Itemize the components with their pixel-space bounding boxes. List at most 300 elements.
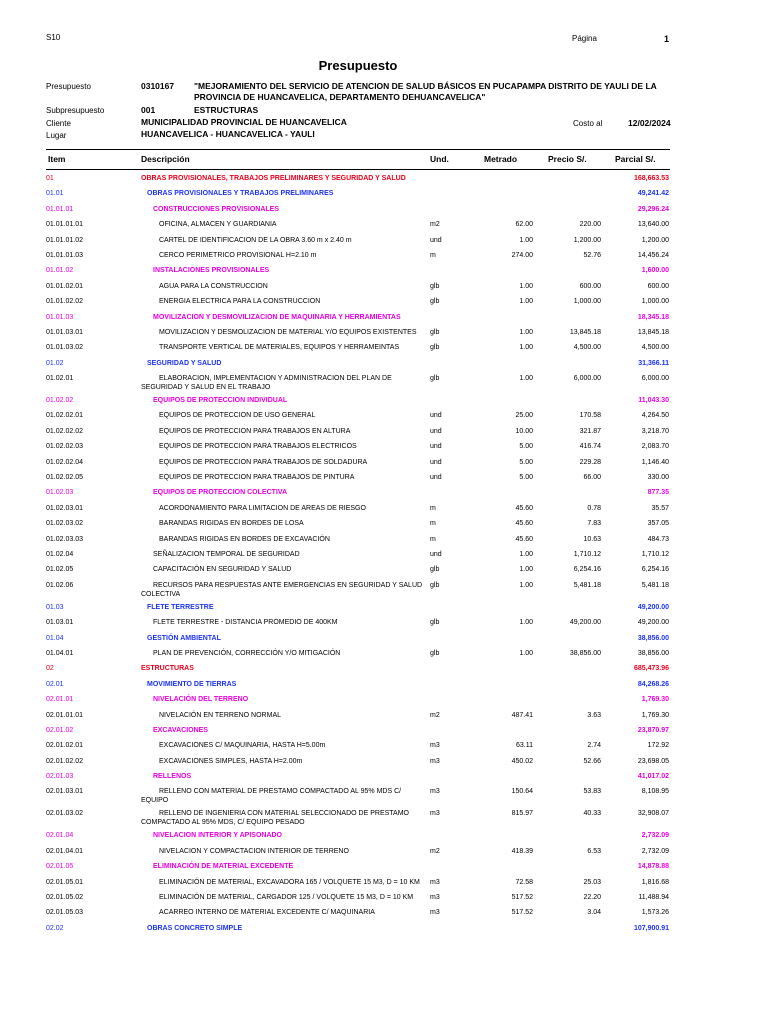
cell-item: 02.01.03: [46, 773, 74, 781]
cell-description: TRANSPORTE VERTICAL DE MATERIALES, EQUIPOS Y HERRAMEINTAS: [159, 344, 400, 352]
table-row: [0, 408, 768, 423]
cell-item: 01.02.03.02: [46, 520, 83, 528]
cell-parcial: 6,254.16: [641, 566, 669, 574]
cell-item: 02.01.03.01: [46, 788, 83, 796]
cell-metrado: 1.00: [519, 619, 533, 627]
cell-item: 01.01: [46, 190, 64, 198]
column-header-descripcion: Descripción: [141, 154, 190, 164]
cell-unit: und: [430, 236, 442, 244]
cell-unit: und: [430, 474, 442, 482]
table-row: [0, 371, 768, 393]
column-header-item: Item: [48, 154, 66, 164]
cell-parcial: 1,146.40: [641, 458, 669, 466]
cell-parcial: 8,108.95: [641, 788, 669, 796]
cell-description: FLETE TERRESTRE - DISTANCIA PROMEDIO DE 400KM: [153, 619, 338, 627]
cell-metrado: 5.00: [519, 458, 533, 466]
cell-unit: m2: [430, 221, 440, 229]
cell-item: 02.02: [46, 924, 64, 932]
table-row: [0, 202, 768, 217]
cell-parcial: 31,366.11: [638, 359, 669, 367]
cell-precio: 170.58: [579, 412, 601, 420]
cell-unit: glb: [430, 282, 440, 290]
cell-parcial: 1,000.00: [641, 298, 669, 306]
cell-metrado: 517.52: [511, 909, 533, 917]
cell-description: CONSTRUCCIONES PROVISIONALES: [153, 205, 280, 213]
cell-precio: 0.78: [587, 504, 601, 512]
cell-item: 01.02.02.02: [46, 427, 83, 435]
cell-description: ELIMINACIÓN DE MATERIAL, EXCAVADORA 165 / VOLQUETE 15 M3, D = 10 KM: [159, 878, 420, 886]
cell-metrado: 1.00: [519, 581, 533, 589]
cell-item: 01.02.04: [46, 550, 74, 558]
cell-unit: glb: [430, 649, 440, 657]
column-header-metrado: Metrado: [484, 154, 518, 164]
cell-unit: m: [430, 251, 436, 259]
cell-item: 01.02.02.04: [46, 458, 83, 466]
cell-parcial: 13,845.18: [637, 328, 669, 336]
cell-parcial: 11,043.30: [638, 397, 669, 405]
cell-unit: glb: [430, 298, 440, 306]
cell-item: 02.01.05.02: [46, 894, 83, 902]
cell-metrado: 25.00: [515, 412, 533, 420]
cell-precio: 7.83: [587, 520, 601, 528]
cell-item: 01.01.01.01: [46, 221, 83, 229]
cell-unit: m3: [430, 788, 440, 796]
table-row: [0, 516, 768, 531]
cell-precio: 52.76: [583, 251, 601, 259]
table-row: [0, 708, 768, 723]
cell-metrado: 815.97: [511, 810, 533, 818]
cell-description: RECURSOS PARA RESPUESTAS ANTE EMERGENCIAS EN SEGURIDAD Y SALUD COLECTIVA: [141, 581, 423, 598]
presupuesto-label: Presupuesto: [46, 82, 91, 91]
cell-item: 01.02.03.01: [46, 504, 83, 512]
table-row: [0, 769, 768, 784]
cell-description: ENERGIA ELECTRICA PARA LA CONSTRUCCION: [159, 298, 321, 306]
cell-parcial: 600.00: [647, 282, 669, 290]
cell-precio: 6.53: [587, 847, 601, 855]
cell-description: RELLENOS: [153, 773, 192, 781]
cell-item: 02: [46, 665, 54, 673]
cell-item: 01.02.02.01: [46, 412, 83, 420]
cell-precio: 600.00: [579, 282, 601, 290]
cell-metrado: 45.60: [515, 535, 533, 543]
table-row: [0, 661, 768, 676]
cell-parcial: 4,264.50: [641, 412, 669, 420]
cell-metrado: 1.00: [519, 298, 533, 306]
cell-description: NIVELACIÓN EN TERRENO NORMAL: [159, 711, 282, 719]
cell-description: BARANDAS RIGIDAS EN BORDES DE LOSA: [159, 520, 304, 528]
cell-parcial: 4,500.00: [641, 344, 669, 352]
cell-parcial: 18,345.18: [637, 313, 669, 321]
cell-metrado: 5.00: [519, 443, 533, 451]
cell-item: 01.03.01: [46, 619, 74, 627]
cell-unit: und: [430, 458, 442, 466]
cell-parcial: 49,200.00: [637, 603, 669, 611]
cell-metrado: 274.00: [511, 251, 533, 259]
cell-item: 01: [46, 175, 54, 182]
cell-metrado: 10.00: [515, 427, 533, 435]
cell-parcial: 84,268.26: [637, 680, 669, 688]
cell-unit: m3: [430, 742, 440, 750]
cell-precio: 53.83: [583, 788, 601, 796]
cell-precio: 1,000.00: [573, 298, 601, 306]
cell-item: 01.01.01: [46, 205, 74, 213]
cell-description: ACARREO INTERNO DE MATERIAL EXCEDENTE C/ MAQUINARIA: [159, 909, 375, 917]
table-row: [0, 754, 768, 769]
cell-description: EQUIPOS DE PROTECCION PARA TRABAJOS EN ALTURA: [159, 427, 351, 435]
table-row: [0, 439, 768, 454]
table-row: [0, 562, 768, 577]
cell-parcial: 1,710.12: [641, 550, 669, 558]
cliente-label: Cliente: [46, 119, 71, 128]
cell-unit: m3: [430, 909, 440, 917]
cell-parcial: 1,600.00: [641, 267, 669, 275]
cell-precio: 66.00: [583, 474, 601, 482]
report-code: S10: [46, 33, 61, 42]
table-row: [0, 171, 768, 186]
costo-date: 12/02/2024: [628, 118, 671, 128]
cell-description: EXCAVACIONES C/ MAQUINARIA, HASTA H=5.00m: [159, 742, 326, 750]
cell-item: 01.01.01.02: [46, 236, 83, 244]
cell-item: 01.01.02.02: [46, 298, 83, 306]
cell-precio: 321.87: [579, 427, 601, 435]
cell-item: 01.04: [46, 634, 64, 642]
cell-parcial: 1,769.30: [641, 696, 669, 704]
cell-unit: glb: [430, 619, 440, 627]
table-row: [0, 217, 768, 232]
table-row: [0, 470, 768, 485]
column-header-precio: Precio S/.: [548, 154, 587, 164]
table-row: [0, 600, 768, 615]
cell-parcial: 6,000.00: [641, 375, 669, 383]
table-row: [0, 393, 768, 408]
presupuesto-description: "MEJORAMIENTO DEL SERVICIO DE ATENCION DE SALUD BÁSICOS EN PUCAPAMPA DISTRITO DE YAULI DE LA PROVINCIA DE HUANCAVELICA, DEPARTAMENTO DEHUANCAVELICA": [194, 81, 657, 102]
table-row: [0, 424, 768, 439]
cell-metrado: 1.00: [519, 566, 533, 574]
cell-parcial: 1,816.68: [641, 878, 669, 886]
cell-unit: und: [430, 550, 442, 558]
table-row: [0, 501, 768, 516]
table-row: [0, 677, 768, 692]
cell-metrado: 150.64: [511, 788, 533, 796]
table-row: [0, 455, 768, 470]
cell-metrado: 1.00: [519, 282, 533, 290]
lugar-label: Lugar: [46, 131, 67, 140]
cell-unit: m3: [430, 810, 440, 818]
subpresupuesto-label: Subpresupuesto: [46, 106, 105, 115]
cell-item: 01.02.02.03: [46, 443, 83, 451]
table-row: [0, 875, 768, 890]
cell-metrado: 62.00: [515, 221, 533, 229]
table-row: [0, 723, 768, 738]
cell-item: 01.02.03: [46, 489, 74, 497]
cell-precio: 1,710.12: [573, 550, 601, 558]
cell-item: 01.04.01: [46, 649, 74, 657]
cell-unit: und: [430, 412, 442, 420]
cell-description: NIVELACIÓN DEL TERRENO: [153, 696, 249, 704]
cell-parcial: 38,856.00: [637, 634, 669, 642]
cell-metrado: 487.41: [511, 711, 533, 719]
table-row: [0, 905, 768, 920]
cell-unit: m2: [430, 847, 440, 855]
cell-description: AGUA PARA LA CONSTRUCCION: [159, 282, 268, 290]
cell-description: EQUIPOS DE PROTECCION COLECTIVA: [153, 489, 288, 497]
subpresupuesto-code: 001: [141, 105, 156, 115]
cell-parcial: 2,732.09: [641, 847, 669, 855]
cell-metrado: 1.00: [519, 375, 533, 383]
cell-parcial: 49,200.00: [637, 619, 669, 627]
cell-unit: m3: [430, 894, 440, 902]
cell-unit: glb: [430, 581, 440, 589]
cell-parcial: 13,640.00: [637, 221, 669, 229]
cell-precio: 6,000.00: [573, 375, 601, 383]
cell-item: 01.01.03.02: [46, 344, 83, 352]
cell-item: 02.01.02: [46, 726, 74, 734]
cell-item: 02.01.05: [46, 863, 74, 871]
cell-precio: 3.04: [587, 909, 601, 917]
cell-precio: 13,845.18: [569, 328, 601, 336]
cell-item: 01.02.03.03: [46, 535, 83, 543]
cell-parcial: 877.35: [647, 489, 669, 497]
cell-metrado: 1.00: [519, 344, 533, 352]
cell-precio: 1,200.00: [573, 236, 601, 244]
cell-parcial: 41,017.02: [637, 773, 669, 781]
table-row: [0, 233, 768, 248]
table-row: [0, 325, 768, 340]
table-row: [0, 547, 768, 562]
cell-description: ELABORACION, IMPLEMENTACION Y ADMINISTRACION DEL PLAN DE SEGURIDAD Y SALUD EN EL TRABAJO: [141, 375, 392, 392]
cell-description: MOVILIZACION Y DESMOLIZACION DE MATERIAL Y/O EQUIPOS EXISTENTES: [159, 328, 417, 336]
column-header-und: Und.: [430, 154, 449, 164]
table-row: [0, 844, 768, 859]
table-row: [0, 263, 768, 278]
cell-item: 02.01.04.01: [46, 847, 83, 855]
table-row: [0, 578, 768, 600]
cell-description: EQUIPOS DE PROTECCION PARA TRABAJOS ELECTRICOS: [159, 443, 357, 451]
cell-parcial: 168,663.53: [633, 175, 669, 182]
cell-description: NIVELACION Y COMPACTACION INTERIOR DE TERRENO: [159, 847, 349, 855]
cell-parcial: 484.73: [647, 535, 669, 543]
table-row: [0, 631, 768, 646]
cell-item: 01.02.05: [46, 566, 74, 574]
cell-item: 02.01.02.02: [46, 757, 83, 765]
table-row: [0, 859, 768, 874]
cell-item: 01.01.01.03: [46, 251, 83, 259]
cell-description: EQUIPOS DE PROTECCION PARA TRABAJOS DE SOLDADURA: [159, 458, 368, 466]
cell-precio: 6,254.16: [573, 566, 601, 574]
cell-description: OBRAS PROVISIONALES Y TRABAJOS PRELIMINARES: [147, 190, 334, 198]
cell-description: INSTALACIONES PROVISIONALES: [153, 267, 270, 275]
cell-item: 01.02: [46, 359, 64, 367]
cell-description: OBRAS CONCRETO SIMPLE: [147, 924, 243, 932]
cell-precio: 25.03: [583, 878, 601, 886]
table-row: [0, 310, 768, 325]
cell-item: 02.01.03.02: [46, 810, 83, 818]
table-header: [46, 149, 670, 170]
cell-description: PLAN DE PREVENCIÓN, CORRECCIÓN Y/O MITIGACIÓN: [153, 649, 341, 657]
cell-parcial: 2,083.70: [641, 443, 669, 451]
cell-parcial: 29,296.24: [637, 205, 669, 213]
cell-metrado: 1.00: [519, 236, 533, 244]
cell-description: ESTRUCTURAS: [141, 665, 194, 673]
cell-description: CARTEL DE IDENTIFICACION DE LA OBRA 3.60 m x 2.40 m: [159, 236, 352, 244]
cell-precio: 40.33: [583, 810, 601, 818]
cell-item: 02.01.02.01: [46, 742, 83, 750]
cell-description: EXCAVACIONES: [153, 726, 208, 734]
cell-parcial: 49,241.42: [637, 190, 669, 198]
cell-parcial: 23,698.05: [637, 757, 669, 765]
cell-description: CAPACITACIÓN EN SEGURIDAD Y SALUD: [153, 566, 292, 574]
cell-metrado: 45.60: [515, 504, 533, 512]
cell-parcial: 1,200.00: [641, 236, 669, 244]
column-header-parcial: Parcial S/.: [615, 154, 656, 164]
cell-description: RELLENO CON MATERIAL DE PRESTAMO COMPACTADO AL 95% MDS C/ EQUIPO: [141, 788, 402, 805]
cell-parcial: 14,878.88: [637, 863, 669, 871]
cell-parcial: 11,488.94: [638, 894, 669, 902]
cell-unit: m2: [430, 711, 440, 719]
cell-item: 01.01.02: [46, 267, 74, 275]
table-row: [0, 294, 768, 309]
cell-item: 01.02.01: [46, 375, 74, 383]
cell-metrado: 1.00: [519, 649, 533, 657]
cell-parcial: 38,856.00: [637, 649, 669, 657]
cell-item: 01.02.02.05: [46, 474, 83, 482]
cell-precio: 5,481.18: [573, 581, 601, 589]
cell-precio: 2.74: [587, 742, 601, 750]
cell-description: MOVILIZACION Y DESMOVILIZACION DE MAQUINARIA Y HERRAMIENTAS: [153, 313, 401, 321]
lugar-value: HUANCAVELICA - HUANCAVELICA - YAULI: [141, 129, 315, 139]
cell-parcial: 357.05: [647, 520, 669, 528]
cell-item: 02.01.01.01: [46, 711, 83, 719]
cell-unit: glb: [430, 375, 440, 383]
cell-parcial: 23,870.97: [637, 726, 669, 734]
cell-metrado: 72.58: [515, 878, 533, 886]
table-row: [0, 692, 768, 707]
table-row: [0, 921, 768, 936]
cell-description: SEÑALIZACION TEMPORAL DE SEGURIDAD: [153, 550, 300, 558]
cell-metrado: 5.00: [519, 474, 533, 482]
cell-precio: 220.00: [579, 221, 601, 229]
costo-label: Costo al: [573, 119, 603, 128]
cell-precio: 52.66: [583, 757, 601, 765]
cell-unit: m3: [430, 878, 440, 886]
table-row: [0, 356, 768, 371]
cell-precio: 3.63: [587, 711, 601, 719]
cell-precio: 22.20: [583, 894, 601, 902]
budget-table-body: [0, 171, 768, 936]
cell-description: GESTIÓN AMBIENTAL: [147, 634, 221, 642]
cell-metrado: 63.11: [516, 742, 533, 750]
cell-metrado: 1.00: [519, 550, 533, 558]
table-row: [0, 279, 768, 294]
cell-description: OBRAS PROVISIONALES, TRABAJOS PRELIMINARES Y SEGURIDAD Y SALUD: [141, 175, 406, 182]
cell-parcial: 330.00: [647, 474, 669, 482]
table-row: [0, 485, 768, 500]
cell-item: 01.01.03.01: [46, 328, 83, 336]
cell-parcial: 685,473.96: [633, 665, 669, 673]
cell-unit: m: [430, 535, 436, 543]
cell-parcial: 35.57: [651, 504, 669, 512]
cell-unit: m3: [430, 757, 440, 765]
table-row: [0, 646, 768, 661]
table-row: [0, 738, 768, 753]
cell-unit: und: [430, 443, 442, 451]
cell-description: BARANDAS RIGIDAS EN BORDES DE EXCAVACIÓN: [159, 535, 330, 543]
cell-item: 02.01: [46, 680, 64, 688]
cell-metrado: 1.00: [519, 328, 533, 336]
cell-description: OFICINA, ALMACEN Y GUARDIANIA: [159, 221, 277, 229]
cell-description: EXCAVACIONES SIMPLES, HASTA H=2.00m: [159, 757, 303, 765]
table-row: [0, 784, 768, 806]
cell-description: RELLENO DE INGENIERIA CON MATERIAL SELECCIONADO DE PRESTAMO COMPACTADO AL 95% MDS, C/ EQUIPO PESADO: [141, 810, 409, 827]
table-row: [0, 248, 768, 263]
cell-unit: m: [430, 504, 436, 512]
cell-unit: m: [430, 520, 436, 528]
cell-precio: 49,200.00: [569, 619, 601, 627]
cell-description: MOVIMIENTO DE TIERRAS: [147, 680, 237, 688]
table-row: [0, 186, 768, 201]
cell-item: 02.01.01: [46, 696, 74, 704]
cell-parcial: 1,573.26: [641, 909, 669, 917]
cell-description: CERCO PERIMETRICO PROVISIONAL H=2.10 m: [159, 251, 317, 259]
cell-parcial: 5,481.18: [641, 581, 669, 589]
cell-description: ACORDONAMIENTO PARA LIMITACION DE AREAS DE RIESGO: [159, 504, 366, 512]
cell-parcial: 14,456.24: [637, 251, 669, 259]
cell-parcial: 3,218.70: [641, 427, 669, 435]
table-row: [0, 532, 768, 547]
cell-description: ELIMINACIÓN DE MATERIAL EXCEDENTE: [153, 863, 294, 871]
cell-item: 01.02.06: [46, 581, 74, 589]
cell-unit: glb: [430, 344, 440, 352]
cell-item: 02.01.05.01: [46, 878, 83, 886]
cell-metrado: 450.02: [511, 757, 533, 765]
table-row: [0, 890, 768, 905]
cell-parcial: 1,769.30: [641, 711, 669, 719]
cell-parcial: 32,908.07: [637, 810, 669, 818]
cell-unit: glb: [430, 566, 440, 574]
cell-metrado: 517.52: [511, 894, 533, 902]
cell-precio: 229.28: [579, 458, 601, 466]
cell-unit: glb: [430, 328, 440, 336]
table-row: [0, 806, 768, 828]
cell-parcial: 107,900.91: [633, 924, 669, 932]
table-row: [0, 828, 768, 843]
cell-description: EQUIPOS DE PROTECCION PARA TRABAJOS DE PINTURA: [159, 474, 355, 482]
cliente-value: MUNICIPALIDAD PROVINCIAL DE HUANCAVELICA: [141, 117, 347, 127]
cell-description: SEGURIDAD Y SALUD: [147, 359, 222, 367]
cell-description: NIVELACION INTERIOR Y APISONADO: [153, 832, 282, 840]
cell-description: EQUIPOS DE PROTECCION DE USO GENERAL: [159, 412, 316, 420]
cell-unit: und: [430, 427, 442, 435]
cell-parcial: 2,732.09: [641, 832, 669, 840]
cell-item: 01.03: [46, 603, 64, 611]
table-row: [0, 340, 768, 355]
cell-item: 01.01.03: [46, 313, 74, 321]
page-number: 1: [664, 34, 670, 44]
page-title: Presupuesto: [318, 58, 398, 73]
cell-description: ELIMINACIÓN DE MATERIAL, CARGADOR 125 / VOLQUETE 15 M3, D = 10 KM: [159, 894, 414, 902]
cell-description: EQUIPOS DE PROTECCION INDIVIDUAL: [153, 397, 288, 405]
cell-item: 01.01.02.01: [46, 282, 83, 290]
subpresupuesto-description: ESTRUCTURAS: [194, 105, 259, 115]
cell-description: FLETE TERRESTRE: [147, 603, 214, 611]
cell-precio: 416.74: [579, 443, 601, 451]
cell-item: 02.01.04: [46, 832, 74, 840]
cell-item: 01.02.02: [46, 397, 74, 405]
table-row: [0, 615, 768, 630]
cell-metrado: 418.39: [511, 847, 533, 855]
cell-item: 02.01.05.03: [46, 909, 83, 917]
cell-parcial: 172.92: [647, 742, 669, 750]
